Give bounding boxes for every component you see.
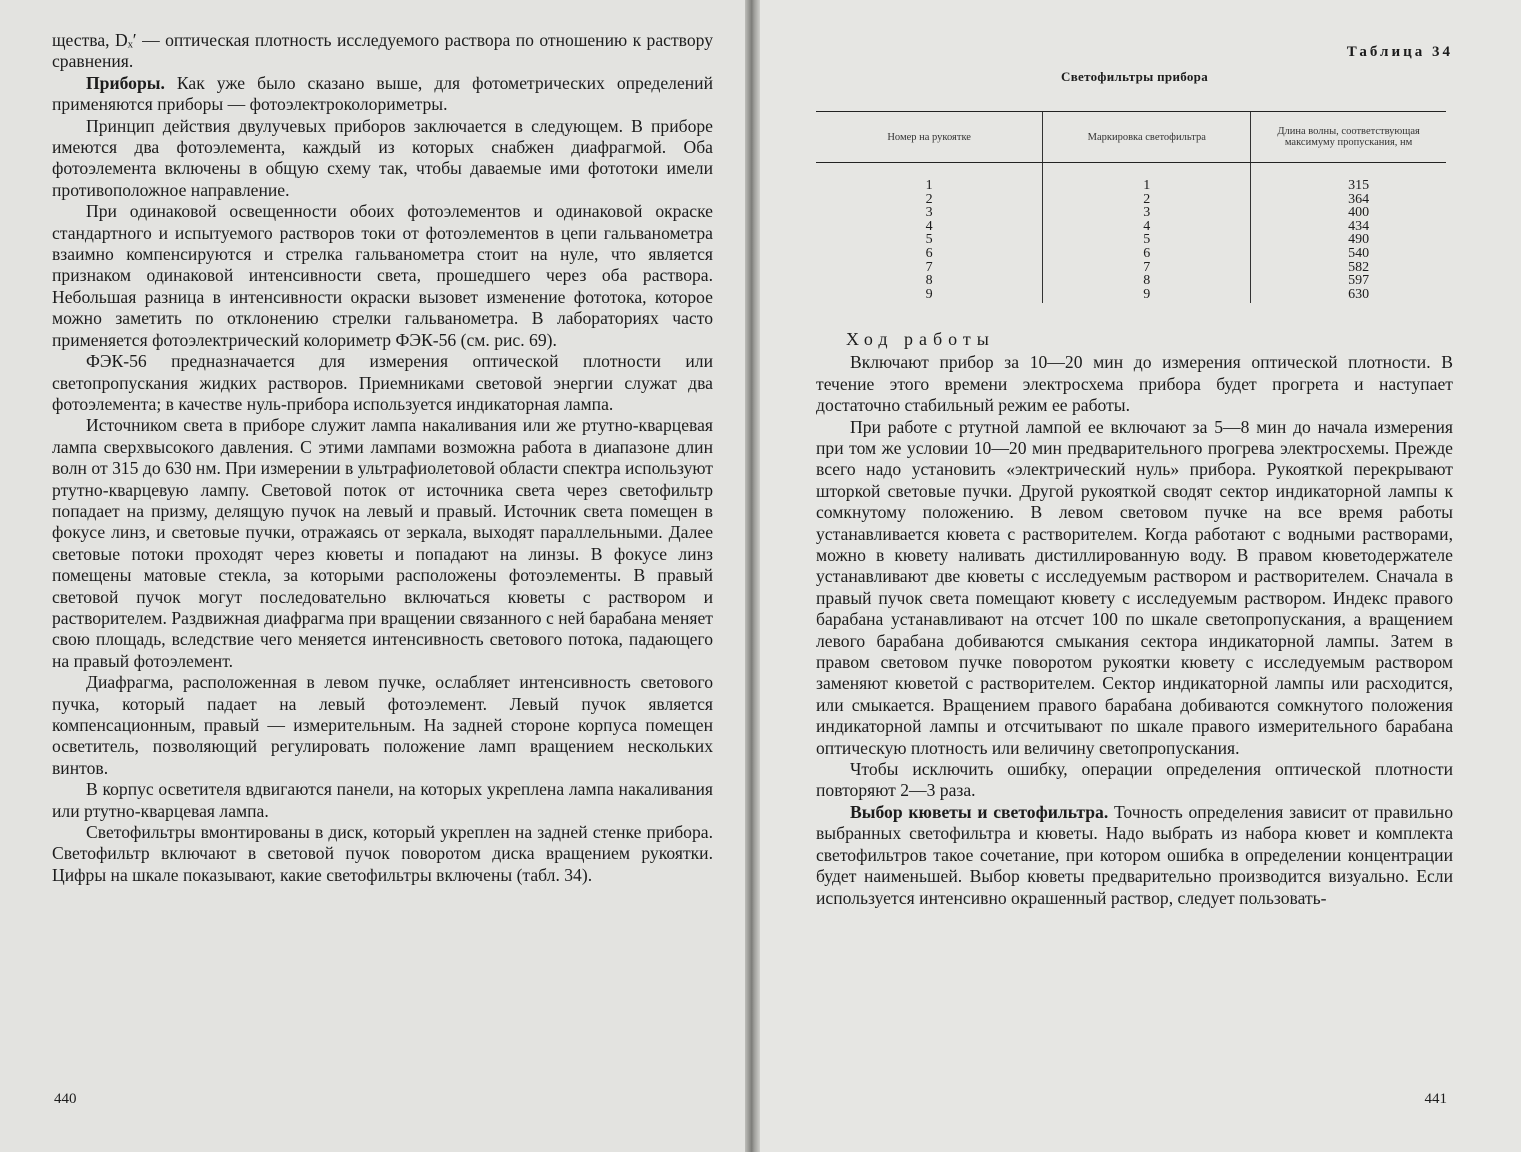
table-header-row xyxy=(816,112,1446,163)
table-cell: 5 xyxy=(1043,233,1251,247)
table-cell: 540 xyxy=(1251,247,1446,261)
book-gutter xyxy=(745,0,760,1152)
paragraph-text: щества, Dₓ′ — оптическая плотность исследуемого раствора по отношению к раствору сравнения. xyxy=(52,30,713,72)
table-row xyxy=(816,274,1446,288)
table-row xyxy=(816,261,1446,275)
table-cell: 8 xyxy=(1043,274,1251,288)
paragraph-text: Диафрагма, расположенная в левом пучке, ослабляет интенсивность светового пучка, который падает на левый фотоэлемент. Левый пучок является компенсационным, правый — измерительным. На задней стороне корпуса помещен осветитель, позволяющий регулировать положение ламп вращением нескольких винтов. xyxy=(52,672,713,778)
table-header-wavelength: Длина волны, соответствующая максимуму пропускания, нм xyxy=(1251,112,1446,163)
right-page xyxy=(760,0,1521,1152)
paragraph xyxy=(52,415,713,672)
paragraph-text: Точность определения зависит от правильно выбранных светофильтра и кюветы. Надо выбрать из набора кювет и комплекта светофильтров такое сочетание, при котором ошибка в определении концентрации будет наименьшей. Выбор кюветы предварительно производится визуально. Если используется интенсивно окрашенный раствор, следует пользовать- xyxy=(816,801,1453,908)
section-heading: Ход работы xyxy=(846,329,995,350)
table-cell: 582 xyxy=(1251,261,1446,275)
paragraph-text: Включают прибор за 10—20 мин до измерения оптической плотности. В течение этого времени электросхема прибора будет прогрета и наступает достаточно стабильный режим ее работы. xyxy=(816,352,1453,416)
table-cell: 3 xyxy=(925,205,933,221)
table-cell: 2 xyxy=(1043,193,1251,207)
table-cell: 490 xyxy=(1251,233,1446,247)
table-cell: 1 xyxy=(1043,163,1251,193)
table-row xyxy=(816,233,1446,247)
table-cell: 9 xyxy=(1043,288,1251,304)
table-cell: 7 xyxy=(1043,261,1251,275)
table-cell: 315 xyxy=(1251,163,1446,193)
table-cell: 4 xyxy=(925,218,933,234)
paragraph xyxy=(816,417,1453,760)
paragraph-text: При работе с ртутной лампой ее включают за 5—8 мин до начала измерения при том же условии 10—20 мин предварительного прогрева электросхемы. Прежде всего надо установить «электрический нуль» прибора. Рукояткой перекрывают шторкой световые пучки. Другой рукояткой сводят сектор индикаторной лампы к сомкнутому положению. В левом световом пучке на все время работы устанавливается кювета с растворителем. Когда работают с водными растворами, можно в кювету наливать дистиллированную воду. В правом кюветодержателе устанавливают две кюветы с исследуемым раствором и растворителем. Сначала в правый пучок света помещают кювету с исследуемым раствором. Индекс правого барабана устанавливают на отсчет 100 по шкале светопропускания, а вращением левого барабана добиваются смыкания сектора индикаторной лампы. Затем в правом световом пучке поворотом рукоятки кювету с исследуемым раствором заменяют кюветой с растворителем. Сектор индикаторной лампы или расходится, или смыкается. Вращением правого барабана добиваются сомкнутого положения индикаторной лампы и отсчитывают по шкале правого измерительного барабана оптическую плотность или величину светопропускания. xyxy=(816,416,1453,758)
left-page xyxy=(0,0,745,1152)
table-cell: 4 xyxy=(1043,220,1251,234)
table-body xyxy=(816,163,1446,304)
paragraph xyxy=(816,802,1453,909)
page-number-left: 440 xyxy=(54,1091,77,1107)
filters-table xyxy=(816,111,1446,303)
right-page-text xyxy=(816,352,1453,909)
table-cell: 630 xyxy=(1251,288,1446,304)
paragraph xyxy=(52,201,713,351)
table-title: Светофильтры прибора xyxy=(1061,69,1208,84)
table-cell: 8 xyxy=(925,273,933,289)
table-cell: 2 xyxy=(925,191,933,207)
paragraph xyxy=(52,351,713,415)
table-row xyxy=(816,288,1446,304)
paragraph-text: Светофильтры вмонтированы в диск, который укреплен на задней стенке прибора. Светофильтр включают в световой пучок поворотом диска вращением рукоятки. Цифры на шкале показывают, какие светофильтры включены (табл. 34). xyxy=(52,822,713,885)
paragraph-lead: Выбор кюветы и светофильтра. xyxy=(850,801,1109,822)
table-cell: 6 xyxy=(1043,247,1251,261)
table-row xyxy=(816,206,1446,220)
table-cell: 6 xyxy=(925,245,933,261)
table-cell: 7 xyxy=(925,259,933,275)
table-cell: 434 xyxy=(1251,220,1446,234)
paragraph-text: ФЭК-56 предназначается для измерения оптической плотности или светопропускания жидких растворов. Приемниками световой энергии служат два фотоэлемента; в качестве нуль-прибора используется индикаторная лампа. xyxy=(52,351,713,414)
paragraph-text: Источником света в приборе служит лампа накаливания или же ртутно-кварцевая лампа сверхвысокого давления. С этими лампами возможна работа в диапазоне длин волн от 315 до 630 нм. При измерении в ультрафиолетовой области спектра используют ртутно-кварцевую лампу. Световой поток от источника света через светофильтр попадает на призму, делящую пучок на левый и правый. Источник света помещен в фокусе линз, и световые пучки, отражаясь от зеркала, выходят параллельными. Далее световые потоки проходят через кюветы и попадают на линзы. В фокусе линз помещены матовые стекла, за которыми расположены фотоэлементы. В правый световой пучок могут последовательно включаться кюветы с раствором и растворителем. Раздвижная диафрагма при вращении связанного с ней барабана меняет свою площадь, вследствие чего меняется интенсивность светового потока, падающего на правый фотоэлемент. xyxy=(52,415,713,671)
table-row xyxy=(816,247,1446,261)
table-row xyxy=(816,163,1446,193)
page-number-right: 441 xyxy=(1424,1091,1447,1107)
table-header-handle-number: Номер на рукоятке xyxy=(816,112,1043,163)
paragraph xyxy=(52,779,713,822)
paragraph-text: Как уже было сказано выше, для фотометрических определений применяются приборы — фотоэлектроколориметры. xyxy=(52,72,713,115)
table-cell: 400 xyxy=(1251,206,1446,220)
table-cell: 5 xyxy=(925,232,933,248)
table-row xyxy=(816,220,1446,234)
table-label: Таблица 34 xyxy=(1346,44,1453,60)
paragraph-text: Чтобы исключить ошибку, операции определения оптической плотности повторяют 2—3 раза. xyxy=(816,759,1453,801)
paragraph xyxy=(816,352,1453,416)
paragraph xyxy=(52,116,713,202)
left-page-text xyxy=(52,30,713,886)
table-header-filter-marking: Маркировка светофильтра xyxy=(1043,112,1251,163)
paragraph-text: При одинаковой освещенности обоих фотоэлементов и одинаковой окраске стандартного и испытуемого растворов токи от фотоэлементов в цепи гальванометра взаимно компенсируются и стрелка гальванометра стоит на нуле, что является признаком одинаковой интенсивности света, прошедшего через оба раствора. Небольшая разница в интенсивности окраски вызовет изменение фототока, которое можно заметить по отклонению стрелки гальванометра. В лабораториях часто применяется фотоэлектрический колориметр ФЭК-56 (см. рис. 69). xyxy=(52,201,713,350)
paragraph xyxy=(52,822,713,886)
table-cell: 3 xyxy=(1043,206,1251,220)
table-row xyxy=(816,193,1446,207)
paragraph-text: В корпус осветителя вдвигаются панели, на которых укреплена лампа накаливания или ртутно-кварцевая лампа. xyxy=(52,779,713,821)
paragraph xyxy=(52,73,713,116)
paragraph-text: Принцип действия двулучевых приборов заключается в следующем. В приборе имеются два фотоэлемента, каждый из которых снабжен диафрагмой. Оба фотоэлемента включены в общую схему так, чтобы даваемые ими фототоки имели противоположное направление. xyxy=(52,115,713,200)
table-cell: 364 xyxy=(1251,193,1446,207)
table-cell: 9 xyxy=(925,286,933,302)
paragraph-lead: Приборы. xyxy=(86,72,165,93)
paragraph xyxy=(52,30,713,73)
table-cell: 597 xyxy=(1251,274,1446,288)
paragraph xyxy=(816,759,1453,802)
table-cell: 1 xyxy=(925,178,933,193)
paragraph xyxy=(52,672,713,779)
